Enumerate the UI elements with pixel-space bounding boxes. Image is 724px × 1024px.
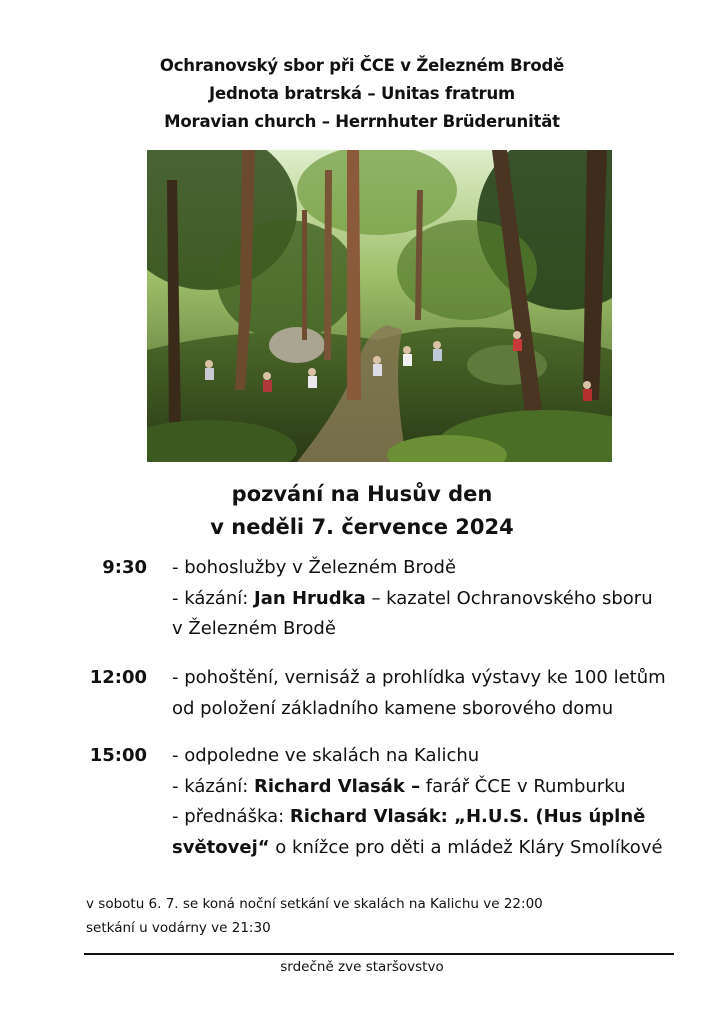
schedule-line: - bohoslužby v Železném Brodě: [172, 557, 457, 578]
invitation-date: v neděli 7. července 2024: [210, 515, 514, 539]
header: [0, 52, 724, 136]
schedule-time: 12:00: [89, 667, 147, 688]
schedule-time: 9:30: [102, 557, 147, 578]
schedule-details: [172, 553, 692, 645]
schedule-line: - odpoledne ve skalách na Kalichu: [172, 745, 480, 766]
schedule-line: [172, 584, 692, 615]
schedule-text: - kázání:: [172, 587, 255, 609]
lecture-title: Richard Vlasák: „H.U.S. (Hus úplně: [289, 806, 646, 827]
schedule-line: - pohoštění, vernisáž a prohlídka výstavy ke 100 letům: [172, 667, 666, 688]
schedule-line: od položení základního kamene sborového domu: [172, 697, 614, 719]
schedule-time: 15:00: [89, 745, 147, 766]
footnote-line: setkání u vodárny ve 21:30: [86, 920, 271, 936]
schedule-line: [172, 772, 692, 803]
church-name-english-german: Moravian church – Herrnhuter Brüderunität: [164, 112, 560, 131]
schedule-text: - kázání:: [172, 775, 255, 797]
footnote: [86, 892, 543, 940]
preacher-name: Jan Hrudka: [254, 587, 366, 609]
schedule-line: [172, 833, 692, 864]
lecture-title: světovej“: [172, 836, 270, 858]
invitation-title: pozvání na Husův den: [231, 482, 493, 506]
preacher-name: Richard Vlasák –: [254, 775, 421, 797]
schedule-text: farář ČCE v Rumburku: [420, 775, 626, 797]
schedule-details: [172, 663, 692, 724]
schedule-text: o knížce pro děti a mládež Kláry Smolíkové: [269, 836, 663, 858]
footnote-line: v sobotu 6. 7. se koná noční setkání ve skalách na Kalichu ve 22:00: [86, 896, 543, 912]
schedule-text: - přednáška:: [172, 806, 290, 827]
schedule-details: [172, 741, 692, 863]
schedule-line: v Železném Brodě: [172, 618, 336, 639]
schedule-line: [172, 802, 692, 833]
invitation-heading: [0, 478, 724, 544]
forest-photo-illustration: [147, 150, 612, 462]
congregation-title: Ochranovský sbor při ČCE v Železném Brodě: [159, 56, 565, 75]
schedule-text: – kazatel Ochranovského sboru: [365, 587, 653, 609]
church-name: Jednota bratrská – Unitas fratrum: [209, 84, 515, 103]
divider: [84, 953, 674, 955]
signoff: srdečně zve staršovstvo: [280, 959, 444, 975]
forest-gathering-photo: [147, 150, 612, 462]
